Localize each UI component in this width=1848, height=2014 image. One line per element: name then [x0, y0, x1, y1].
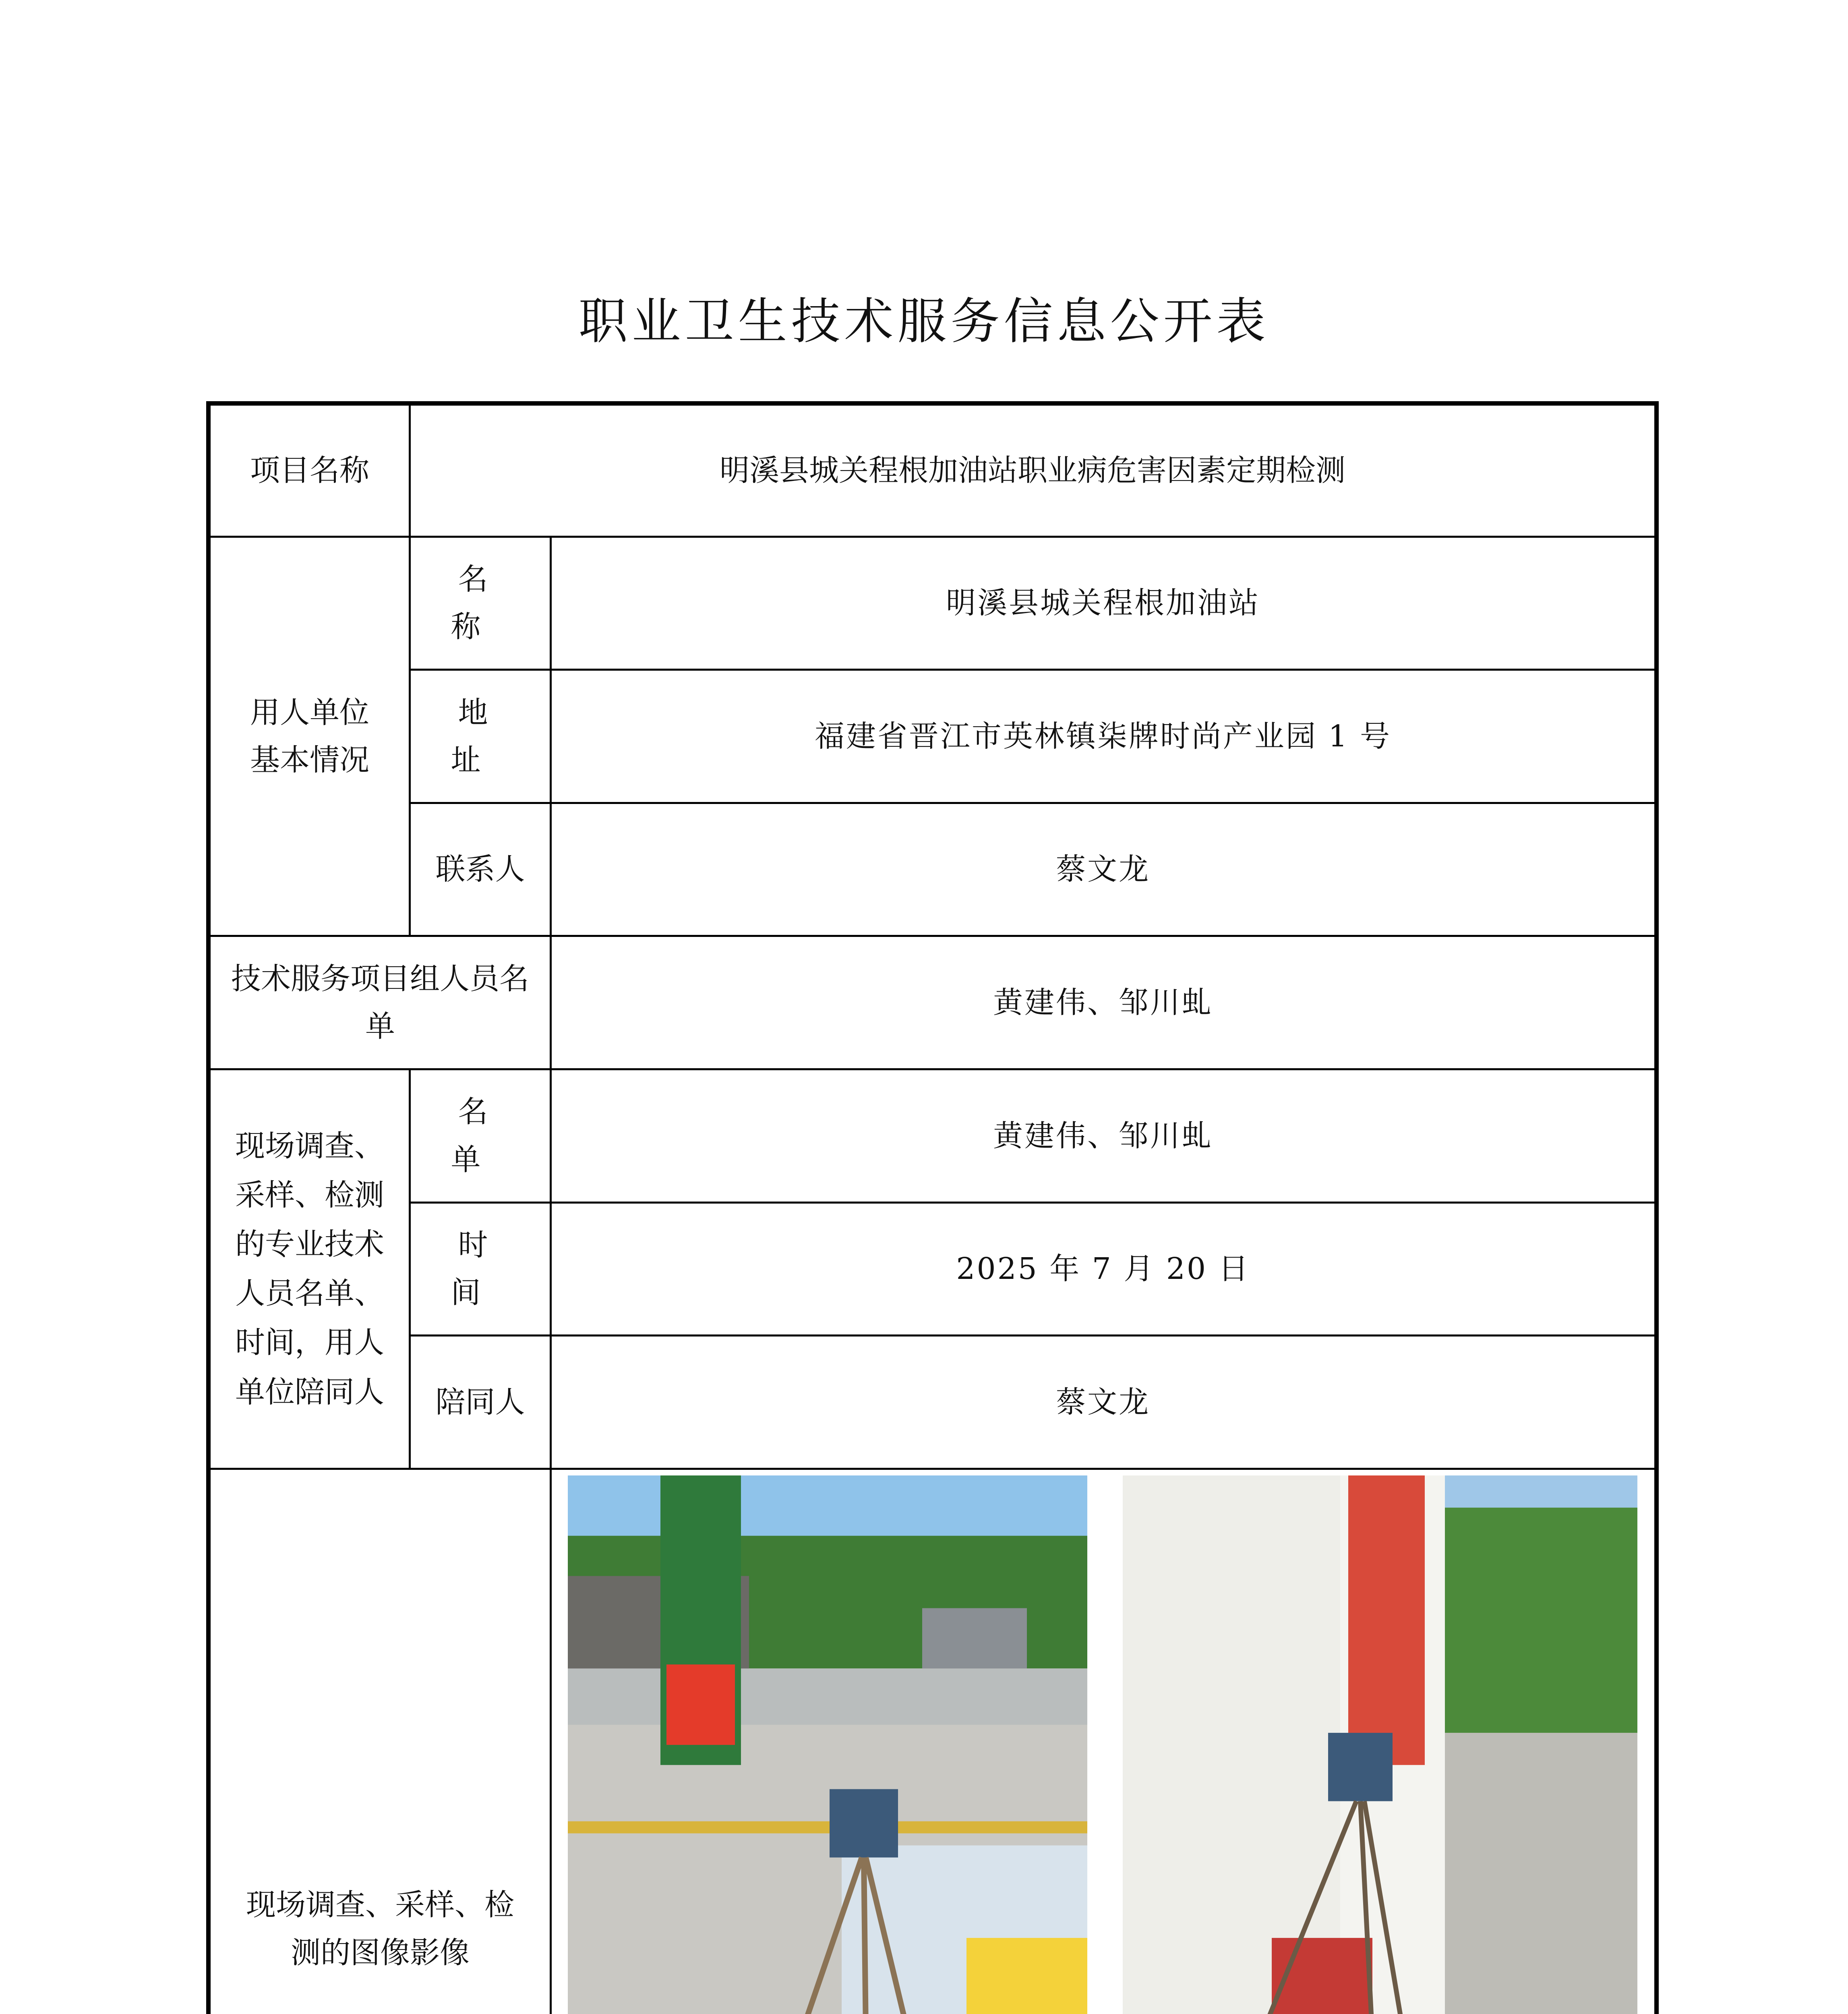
employer-label: 用人单位 基本情况 — [209, 537, 410, 936]
row-images — [209, 1469, 1657, 2014]
project-name-value: 明溪县城关程根加油站职业病危害因素定期检测 — [410, 404, 1657, 537]
row-team — [209, 936, 1657, 1069]
survey-names-value: 黄建伟、邹川虬 — [551, 1069, 1657, 1202]
address-value: 福建省晋江市英林镇柒牌时尚产业园 1 号 — [551, 670, 1657, 803]
photo-gas-station-tripod-pump — [1123, 1475, 1637, 2014]
team-label: 技术服务项目组人员名单 — [209, 936, 551, 1069]
row-survey-time — [209, 1202, 1657, 1336]
photo-gas-station-tripod-forecourt — [568, 1475, 1087, 2014]
photo-1-image — [568, 1475, 1087, 2014]
companion-value: 蔡文龙 — [551, 1336, 1657, 1469]
row-address — [209, 670, 1657, 803]
photo-area — [552, 1470, 1654, 2014]
survey-label: 现场调查、采样、检测的专业技术人员名单、时间，用人单位陪同人 — [209, 1069, 410, 1469]
project-name-label: 项目名称 — [209, 404, 410, 537]
survey-time-label: 时 间 — [410, 1202, 551, 1336]
survey-names-label: 名 单 — [410, 1069, 551, 1202]
row-contact — [209, 803, 1657, 936]
images-cell — [551, 1469, 1657, 2014]
photo-2-image — [1123, 1475, 1637, 2014]
employer-name-value: 明溪县城关程根加油站 — [551, 537, 1657, 670]
survey-time-value: 2025 年 7 月 20 日 — [551, 1202, 1657, 1336]
info-table — [206, 401, 1659, 2014]
address-label: 地 址 — [410, 670, 551, 803]
row-employer-name — [209, 537, 1657, 670]
row-project-name — [209, 404, 1657, 537]
contact-value: 蔡文龙 — [551, 803, 1657, 936]
row-survey-names — [209, 1069, 1657, 1202]
companion-label: 陪同人 — [410, 1336, 551, 1469]
contact-label: 联系人 — [410, 803, 551, 936]
images-label: 现场调查、采样、检测的图像影像 — [209, 1469, 551, 2014]
page-title: 职业卫生技术服务信息公开表 — [578, 293, 1270, 350]
row-companion — [209, 1336, 1657, 1469]
employer-name-label: 名 称 — [410, 537, 551, 670]
team-value: 黄建伟、邹川虬 — [551, 936, 1657, 1069]
